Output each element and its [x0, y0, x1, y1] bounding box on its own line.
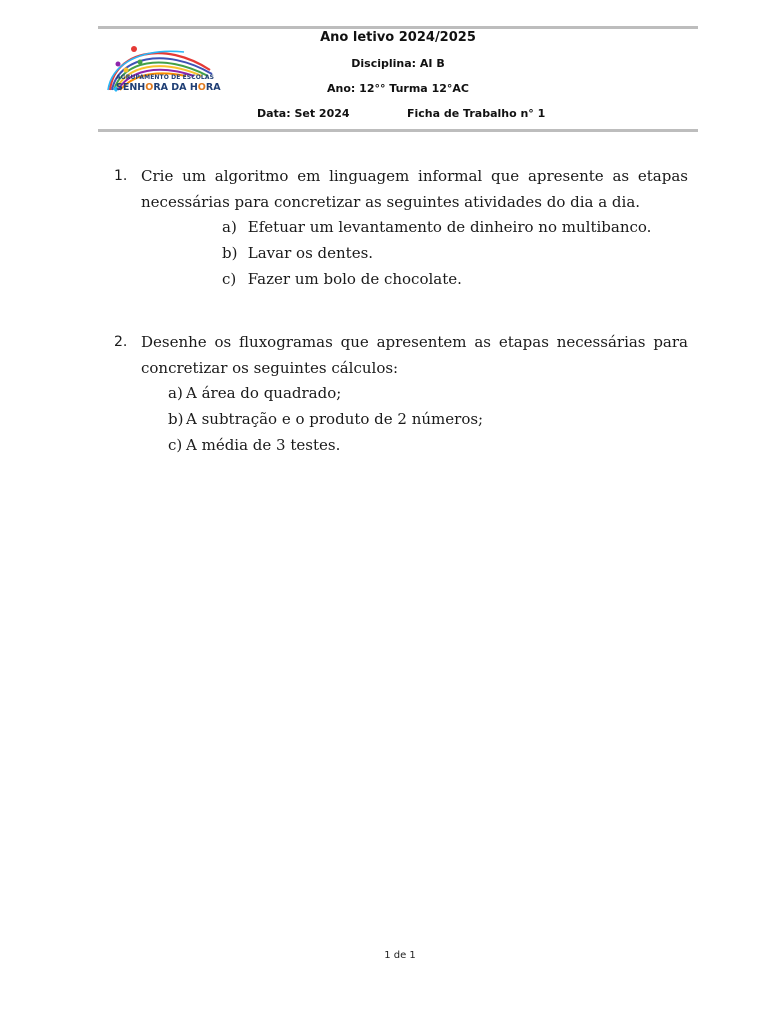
list-item-label: c) — [222, 270, 237, 288]
school-year: Ano letivo 2024/2025 — [320, 30, 476, 45]
worksheet-number: Ficha de Trabalho n° 1 — [407, 107, 546, 120]
question-number: 2. — [114, 334, 128, 350]
question-1 — [114, 163, 688, 215]
list-item-label: c) — [168, 436, 183, 454]
list-item — [222, 266, 462, 292]
list-item — [168, 380, 341, 406]
list-item-text: A subtração e o produto de 2 números; — [186, 410, 484, 428]
list-item — [222, 214, 651, 240]
question-number: 1. — [114, 168, 128, 184]
list-item-label: b) — [222, 244, 238, 262]
list-item-label: b) — [168, 410, 184, 428]
list-item-text: Fazer um bolo de chocolate. — [247, 270, 462, 288]
date: Data: Set 2024 — [257, 107, 350, 120]
question-text: Desenhe os fluxogramas que apresentem as etapas necessárias para concretizar os seguintes cálculos: — [141, 333, 688, 377]
page-number: 1 de 1 — [384, 950, 416, 961]
list-item-text: Lavar os dentes. — [247, 244, 374, 262]
list-item-label: a) — [222, 218, 237, 236]
list-item — [222, 240, 373, 266]
list-item-text: Efetuar um levantamento de dinheiro no multibanco. — [247, 218, 652, 236]
logo-school-group-text: AGRUPAMENTO DE ESCOLAS — [116, 74, 215, 81]
list-item — [168, 432, 340, 458]
list-item — [168, 406, 483, 432]
question-text: Crie um algoritmo em linguagem informal que apresente as etapas necessárias para concretizar as seguintes atividades do dia a dia. — [141, 167, 688, 211]
question-2 — [114, 329, 688, 381]
list-item-text: A média de 3 testes. — [186, 436, 341, 454]
list-item-text: A área do quadrado; — [186, 384, 342, 402]
header-bottom-rule — [98, 129, 698, 132]
list-item-label: a) — [168, 384, 183, 402]
header-top-rule — [98, 26, 698, 29]
logo-school-name: SENHORA DA HORA — [116, 82, 221, 93]
grade-class: Ano: 12°° Turma 12°AC — [327, 82, 469, 95]
discipline: Disciplina: AI B — [351, 57, 445, 70]
